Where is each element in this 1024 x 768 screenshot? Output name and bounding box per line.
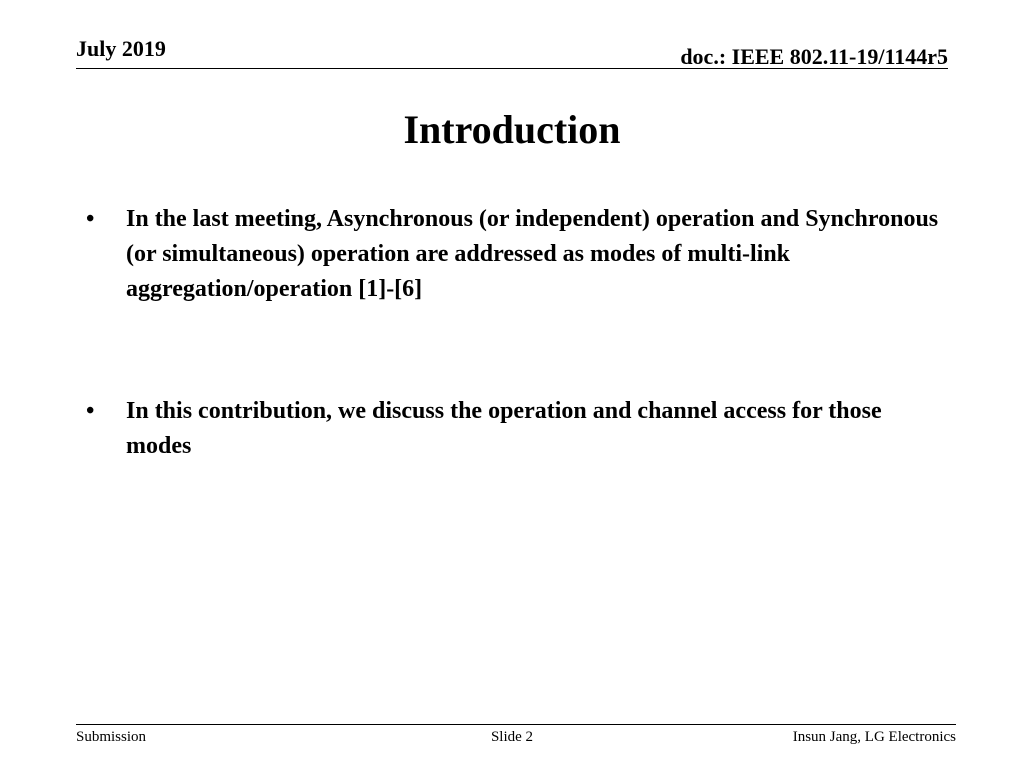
footer-author: Insun Jang, LG Electronics (792, 729, 956, 745)
header-date: July 2019 (76, 36, 166, 61)
slide-title: Introduction (403, 107, 621, 152)
header-doc-id: doc.: IEEE 802.11-19/1144r5 (680, 44, 948, 69)
bullet-text: In the last meeting, Asynchronous (or independent) operation and Synchronous (or simultaneous) operation are addressed as modes of multi-link aggregation/operation [1]-[6] (126, 206, 939, 302)
bullet-marker: • (86, 206, 95, 232)
bullet-item (86, 394, 946, 464)
footer-divider (76, 724, 956, 725)
bullet-marker: • (86, 398, 95, 424)
bullet-item (86, 202, 946, 307)
bullet-text: In this contribution, we discuss the operation and channel access for those modes (126, 398, 882, 459)
bullet-list (86, 202, 946, 464)
footer-submission: Submission (76, 729, 147, 745)
header-divider (76, 68, 948, 69)
footer-slide-number: Slide 2 (490, 729, 534, 745)
